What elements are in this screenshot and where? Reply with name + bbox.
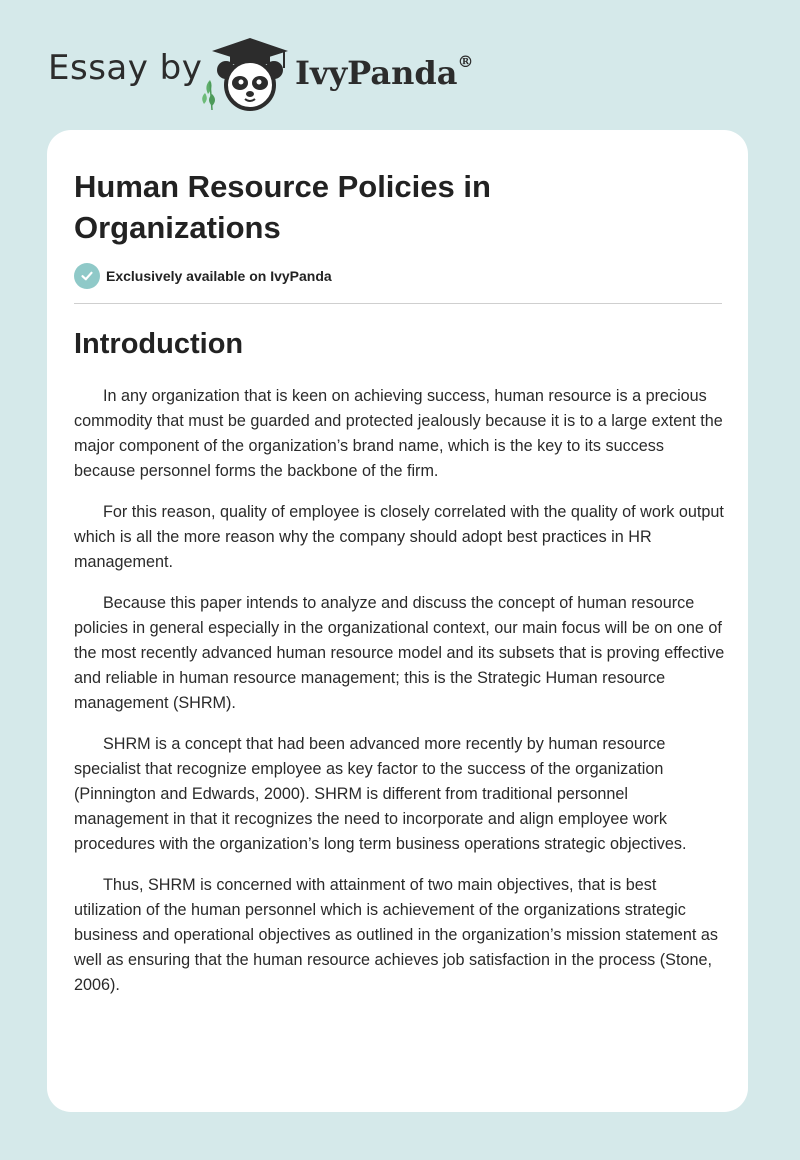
exclusive-badge — [74, 262, 332, 290]
essay-body — [74, 384, 726, 1014]
exclusive-label: Exclusively available on IvyPanda — [106, 268, 332, 284]
essay-card — [47, 130, 748, 1112]
essay-by-label: Essay by — [48, 48, 203, 88]
paragraph: SHRM is a concept that had been advanced more recently by human resource specialist that recognize employee as key factor to the success of the organization (Pinnington and Edwards, 2000). SHRM is different from traditional personnel management in that it recognizes the need to incorporate and align employee work procedures with the organization’s long term business operations strategic objectives. — [74, 735, 687, 853]
brand-name[interactable]: IvyPanda® — [295, 52, 474, 92]
check-circle-icon — [74, 263, 100, 289]
divider — [74, 303, 722, 304]
paragraph: For this reason, quality of employee is closely correlated with the quality of work output which is all the more reason why the company should adopt best practices in HR management. — [74, 503, 724, 571]
section-heading-introduction: Introduction — [74, 328, 244, 360]
page-title: Human Resource Policies in Organizations — [74, 169, 491, 245]
paragraph: Because this paper intends to analyze and discuss the concept of human resource policies in general especially in the organizational context, our main focus will be on one of the most recently advanced human resource model and its subsets that is proving effective and reliable in human resource management; this is the Strategic Human resource management (SHRM). — [74, 594, 725, 712]
paragraph: Thus, SHRM is concerned with attainment of two main objectives, that is best utilization of the human personnel which is achievement of the organizations strategic business and operational objectives as outlined in the organization’s mission statement as well as ensuring that the human resource achieves job satisfaction in the process (Stone, 2006). — [74, 876, 718, 994]
panda-graduate-icon[interactable] — [200, 34, 300, 114]
registered-mark: ® — [457, 52, 474, 71]
paragraph: In any organization that is keen on achieving success, human resource is a precious commodity that must be guarded and protected jealously because it is to a large extent the major component of the organization’s brand name, which is the key to its success because personnel forms the backbone of the firm. — [74, 387, 723, 480]
site-header — [48, 28, 648, 118]
